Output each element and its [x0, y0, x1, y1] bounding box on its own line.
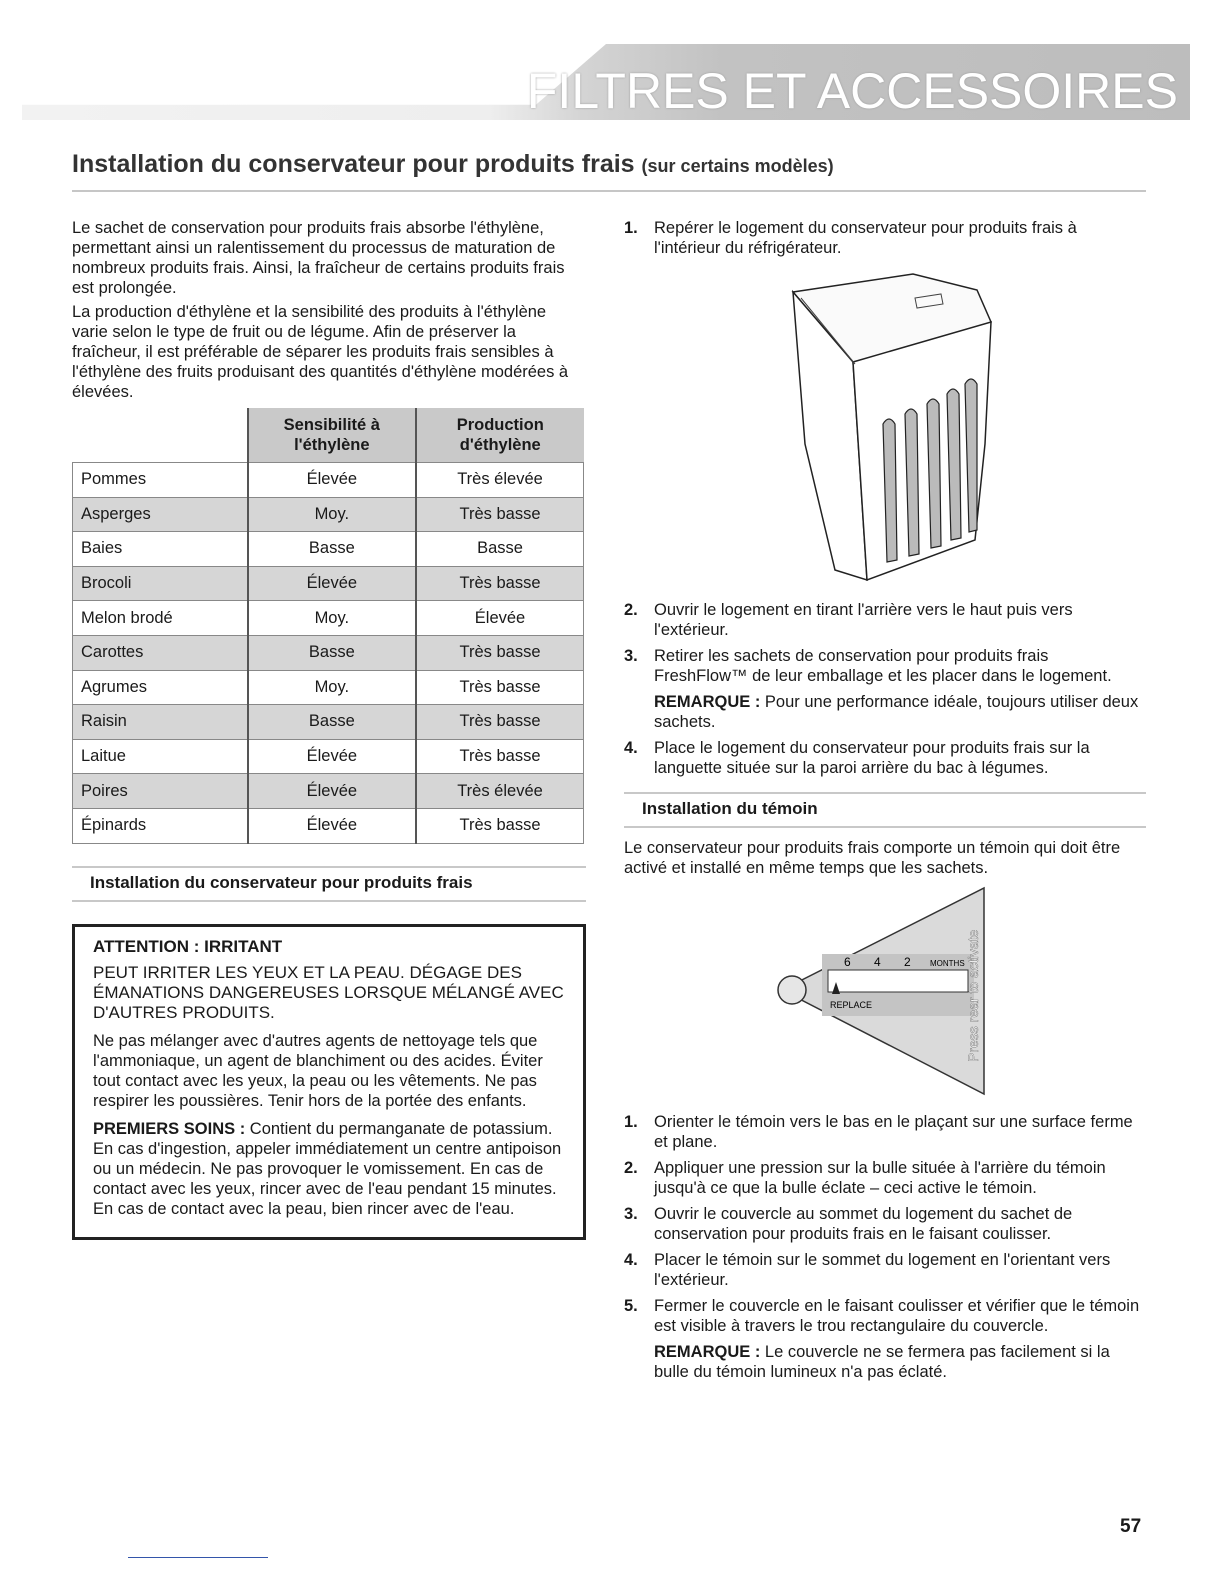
step-text: Repérer le logement du conservateur pour produits frais à l'intérieur du réfrigérateur. [654, 219, 1077, 257]
row-sensitivity: Élevée [248, 739, 416, 774]
warning-title: ATTENTION : IRRITANT [93, 936, 283, 956]
row-production: Très élevée [416, 774, 583, 809]
section-subtitle: (sur certains modèles) [641, 156, 834, 176]
row-product: Baies [73, 532, 248, 567]
step-text: Retirer les sachets de conservation pour produits frais FreshFlow™ de leur emballage et les placer dans le logement. [654, 647, 1112, 685]
table-row [73, 774, 584, 809]
page-number: 57 [1120, 1516, 1142, 1537]
table-header-sensitivity: Sensibilité à l'éthylène [248, 408, 416, 463]
row-production: Basse [416, 532, 583, 567]
right-column [624, 218, 1146, 1388]
warning-paragraph: Ne pas mélanger avec d'autres agents de nettoyage tels que l'ammoniaque, un agent de blanchiment ou des acides. Éviter tout contact avec les yeux, la peau ou les vêtements. Ne pas respirer les poussières. Tenir hors de la portée des enfants. [93, 1031, 543, 1110]
row-product: Brocoli [73, 566, 248, 601]
row-sensitivity: Basse [248, 635, 416, 670]
step-text: Ouvrir le logement en tirant l'arrière vers le haut puis vers l'extérieur. [654, 601, 1073, 639]
first-aid-label: PREMIERS SOINS : [93, 1119, 246, 1138]
note-label: REMARQUE : [654, 693, 761, 711]
row-production: Très basse [416, 635, 583, 670]
step-number: 3. [624, 647, 638, 665]
list-item [624, 1204, 1146, 1244]
indicator-press-text: Press rear to activate [965, 929, 981, 1062]
table-row [73, 739, 584, 774]
intro-paragraph-1: Le sachet de conservation pour produits frais absorbe l'éthylène, permettant ainsi un ralentissement du processus de maturation de nombreux produits frais. Ainsi, la fraîcheur de certains produits frais est prolongée. [72, 219, 565, 297]
list-item [624, 218, 1146, 258]
section-title-main: Installation du conservateur pour produits frais [72, 150, 635, 178]
subhead-installation: Installation du conservateur pour produits frais [72, 866, 586, 902]
row-production: Très basse [416, 497, 583, 532]
row-sensitivity: Élevée [248, 463, 416, 498]
list-item [624, 1158, 1146, 1198]
list-item [624, 1112, 1146, 1152]
row-production: Très basse [416, 705, 583, 740]
indicator-intro: Le conservateur pour produits frais comporte un témoin qui doit être activé et installé en même temps que les sachets. [624, 839, 1121, 877]
step-text: Ouvrir le couvercle au sommet du logement du sachet de conservation pour produits frais en le faisant coulisser. [654, 1205, 1073, 1243]
warning-box [72, 924, 586, 1240]
indicator-figure [774, 882, 996, 1100]
table-row [73, 532, 584, 567]
indicator-m4: 4 [874, 955, 881, 969]
row-product: Melon brodé [73, 601, 248, 636]
step-number: 1. [624, 1113, 638, 1131]
row-product: Carottes [73, 635, 248, 670]
indicator-replace: REPLACE [830, 1000, 873, 1010]
indicator-m2: 2 [904, 955, 911, 969]
row-production: Très basse [416, 566, 583, 601]
row-sensitivity: Élevée [248, 808, 416, 843]
step-text: Fermer le couvercle en le faisant coulisser et vérifier que le témoin est visible à travers le trou rectangulaire du couvercle. [654, 1297, 1140, 1335]
list-item [624, 646, 1146, 686]
row-product: Laitue [73, 739, 248, 774]
table-header-blank [73, 408, 248, 463]
step-number: 2. [624, 1159, 638, 1177]
note-text: Le couvercle ne se fermera pas facilement si la bulle du témoin lumineux n'a pas éclaté. [654, 1343, 1110, 1381]
row-product: Poires [73, 774, 248, 809]
subhead-indicator: Installation du témoin [624, 792, 1146, 828]
table-row [73, 670, 584, 705]
table-header-row [73, 408, 584, 463]
step-text: Placer le témoin sur le sommet du logement en l'orientant vers l'extérieur. [654, 1251, 1111, 1289]
row-sensitivity: Élevée [248, 774, 416, 809]
intro-paragraph-2: La production d'éthylène et la sensibilité des produits à l'éthylène varie selon le type de fruit ou de légume. Afin de préserver la fraîcheur, il est préférable de séparer les produits frais sensibles à l'éthylène des fruits produisant des quantités d'éthylène modérées à élevées. [72, 303, 569, 401]
note-text: Pour une performance idéale, toujours utiliser deux sachets. [654, 693, 1139, 731]
row-production: Très élevée [416, 463, 583, 498]
list-item [624, 738, 1146, 778]
step-number: 2. [624, 601, 638, 619]
warning-caps-text: PEUT IRRITER LES YEUX ET LA PEAU. DÉGAGE DES ÉMANATIONS DANGEREUSES LORSQUE MÉLANGÉ AVEC D'AUTRES PRODUITS. [93, 962, 564, 1022]
row-production: Très basse [416, 739, 583, 774]
table-row [73, 497, 584, 532]
row-sensitivity: Moy. [248, 497, 416, 532]
list-item [624, 600, 1146, 640]
row-sensitivity: Basse [248, 705, 416, 740]
row-sensitivity: Moy. [248, 670, 416, 705]
table-row [73, 463, 584, 498]
step-number: 3. [624, 1205, 638, 1223]
crisper-housing-figure [765, 264, 1005, 600]
step-text: Appliquer une pression sur la bulle située à l'arrière du témoin jusqu'à ce que la bulle éclate – ceci active le témoin. [654, 1159, 1106, 1197]
indicator-m6: 6 [844, 955, 851, 969]
row-production: Très basse [416, 808, 583, 843]
row-product: Asperges [73, 497, 248, 532]
row-product: Agrumes [73, 670, 248, 705]
row-production: Élevée [416, 601, 583, 636]
note-label: REMARQUE : [654, 1343, 761, 1361]
table-row [73, 705, 584, 740]
banner-title: FILTRES ET ACCESSOIRES [526, 63, 1178, 119]
note-2 [654, 1342, 1146, 1382]
title-rule [72, 190, 1146, 192]
table-header-production: Production d'éthylène [416, 408, 583, 463]
row-sensitivity: Élevée [248, 566, 416, 601]
step-number: 4. [624, 1251, 638, 1269]
step-text: Place le logement du conservateur pour produits frais sur la languette située sur la paroi arrière du bac à légumes. [654, 739, 1090, 777]
ethylene-table [72, 408, 584, 844]
row-sensitivity: Basse [248, 532, 416, 567]
list-item [624, 1250, 1146, 1290]
table-row [73, 635, 584, 670]
row-product: Épinards [73, 808, 248, 843]
row-product: Pommes [73, 463, 248, 498]
list-item [624, 1296, 1146, 1336]
row-production: Très basse [416, 670, 583, 705]
row-product: Raisin [73, 705, 248, 740]
step-text: Orienter le témoin vers le bas en le plaçant sur une surface ferme et plane. [654, 1113, 1133, 1151]
footer-line [128, 1557, 268, 1558]
indicator-months: MONTHS [930, 959, 965, 968]
left-column [72, 218, 586, 1240]
table-row [73, 566, 584, 601]
first-aid-text: Contient du permanganate de potassium. En cas d'ingestion, appeler immédiatement un centre antipoison ou un médecin. Ne pas provoquer le vomissement. En cas de contact avec les yeux, rincer avec de l'eau pendant 15 minutes. En cas de contact avec la peau, bien rincer avec de l'eau. [93, 1119, 562, 1218]
first-aid-paragraph [93, 1119, 565, 1219]
note-1 [654, 692, 1146, 732]
table-row [73, 808, 584, 843]
step-number: 1. [624, 219, 638, 237]
indicator-steps [624, 1112, 1146, 1382]
section-title [72, 150, 834, 179]
step-number: 4. [624, 739, 638, 757]
step-number: 5. [624, 1297, 638, 1315]
table-row [73, 601, 584, 636]
row-sensitivity: Moy. [248, 601, 416, 636]
